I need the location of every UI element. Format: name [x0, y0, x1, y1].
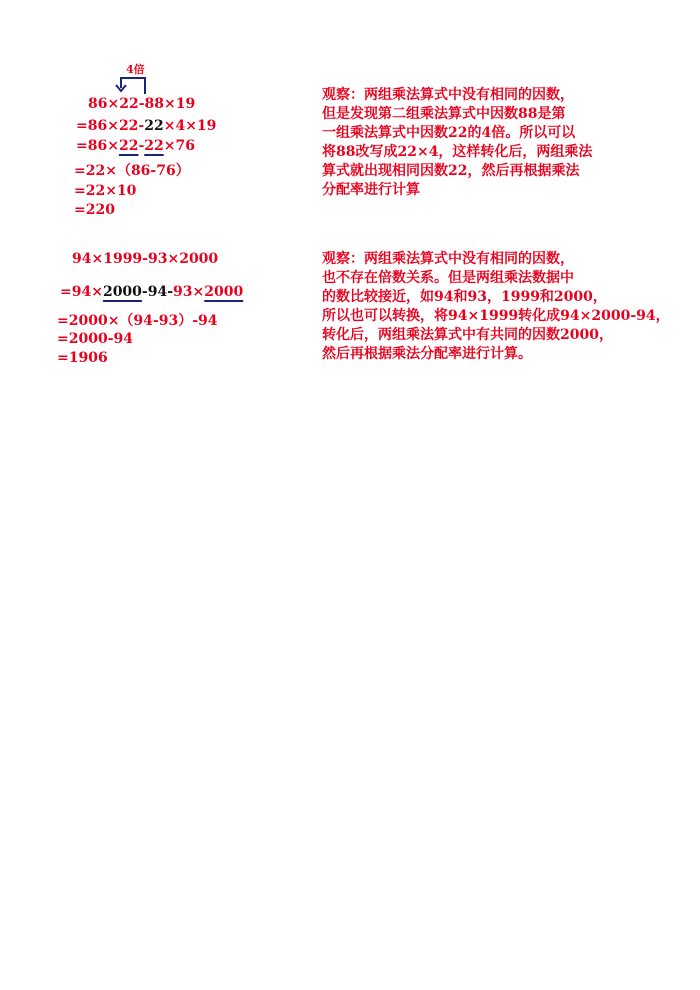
ex2-line1: 94×1999-93×2000: [72, 251, 219, 267]
ex1-note: 观察：两组乘法算式中没有相同的因数， 但是发现第二组乘法算式中因数88是第 一组乘法算式中因数22的4倍。所以可以 将88改写成22×4，这样转化后，两组乘法 算式就出现相同因数22，然后再根据乘法 分配率进行计算: [322, 87, 593, 198]
ex1-line1: 86×22-88×19: [88, 96, 196, 112]
underlined-factor: 22: [118, 138, 139, 154]
underlined-factor: 22: [144, 138, 164, 154]
underlined-factor: 2000: [204, 284, 244, 300]
multiple-label: 4倍: [126, 63, 145, 76]
ex2-line2: =94×2000-94-93×2000: [60, 284, 244, 300]
ex2-line5: =1906: [57, 350, 108, 366]
ex1-line5: =22×10: [74, 183, 137, 199]
ex2-line3: =2000×（94-93）-94: [57, 313, 218, 329]
ex1-line3: =86×22-22×76: [76, 138, 195, 154]
ex1-line6: =220: [74, 202, 115, 218]
ex2-line4: =2000-94: [57, 331, 133, 347]
ex2-note: 观察：两组乘法算式中没有相同的因数， 也不存在倍数关系。但是两组乘法数据中 的数比较接近，如94和93，1999和2000， 所以也可以转换，将94×1999转化成94×2000-94， 转化后，两组乘法算式中有共同的因数2000， 然后再根据乘法分配率进行计算。: [322, 251, 670, 362]
underlined-factor: 2000: [102, 284, 142, 300]
ex1-line4: =22×（86-76）: [74, 163, 190, 179]
ex1-line2: =86×22-22×4×19: [76, 118, 217, 134]
